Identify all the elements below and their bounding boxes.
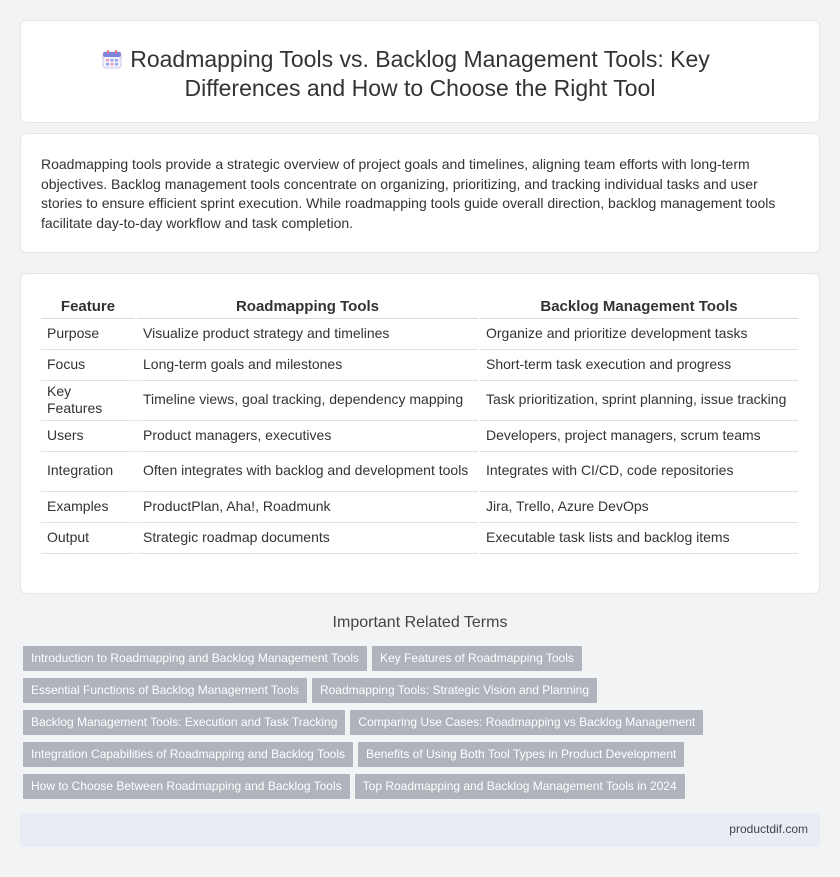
- footer-site-link[interactable]: productdif.com: [729, 822, 808, 836]
- table-header-row: [41, 296, 798, 318]
- related-term-link[interactable]: Key Features of Roadmapping Tools: [372, 646, 582, 671]
- table-cell: Output: [41, 522, 136, 553]
- table-cell: Focus: [41, 349, 136, 380]
- table-cell: Organize and prioritize development tasks: [479, 318, 798, 349]
- table-cell: Timeline views, goal tracking, dependency mapping: [136, 380, 479, 420]
- related-term-link[interactable]: Essential Functions of Backlog Management Tools: [23, 678, 307, 703]
- table-cell: Often integrates with backlog and development tools: [136, 451, 479, 491]
- table-row: [41, 318, 798, 349]
- table-cell: Executable task lists and backlog items: [479, 522, 798, 553]
- related-term-link[interactable]: Top Roadmapping and Backlog Management Tools in 2024: [355, 774, 685, 799]
- page-title: Roadmapping Tools vs. Backlog Management Tools: Key Differences and How to Choose the Right Tool: [130, 46, 710, 101]
- related-term-link[interactable]: Roadmapping Tools: Strategic Vision and Planning: [312, 678, 597, 703]
- table-cell: ProductPlan, Aha!, Roadmunk: [136, 491, 479, 522]
- related-term-link[interactable]: Introduction to Roadmapping and Backlog Management Tools: [23, 646, 367, 671]
- intro-card: [20, 133, 820, 253]
- comparison-table-card: [20, 273, 820, 594]
- related-terms-heading: Important Related Terms: [332, 614, 508, 631]
- related-term-link[interactable]: Integration Capabilities of Roadmapping and Backlog Tools: [23, 742, 353, 767]
- table-cell: Product managers, executives: [136, 420, 479, 451]
- table-cell: Integration: [41, 451, 136, 491]
- table-cell: Visualize product strategy and timelines: [136, 318, 479, 349]
- related-term-link[interactable]: Backlog Management Tools: Execution and Task Tracking: [23, 710, 345, 735]
- column-header-roadmapping: Roadmapping Tools: [136, 296, 479, 318]
- column-header-backlog: Backlog Management Tools: [479, 296, 798, 318]
- table-cell: Examples: [41, 491, 136, 522]
- table-cell: Purpose: [41, 318, 136, 349]
- table-cell: Short-term task execution and progress: [479, 349, 798, 380]
- table-cell: Key Features: [41, 380, 136, 420]
- table-row: [41, 349, 798, 380]
- table-row: [41, 522, 798, 553]
- comparison-table: [41, 296, 798, 554]
- related-term-link[interactable]: Comparing Use Cases: Roadmapping vs Backlog Management: [350, 710, 703, 735]
- related-term-link[interactable]: Benefits of Using Both Tool Types in Product Development: [358, 742, 684, 767]
- table-cell: Users: [41, 420, 136, 451]
- table-row: [41, 451, 798, 491]
- table-cell: Long-term goals and milestones: [136, 349, 479, 380]
- table-row: [41, 380, 798, 420]
- table-cell: Developers, project managers, scrum teams: [479, 420, 798, 451]
- related-terms-list: [23, 646, 813, 806]
- table-row: [41, 420, 798, 451]
- related-term-link[interactable]: How to Choose Between Roadmapping and Backlog Tools: [23, 774, 350, 799]
- footer: [20, 813, 820, 847]
- table-cell: Strategic roadmap documents: [136, 522, 479, 553]
- column-header-feature: Feature: [41, 296, 136, 318]
- table-cell: Task prioritization, sprint planning, issue tracking: [479, 380, 798, 420]
- title-card: [20, 20, 820, 123]
- intro-paragraph: Roadmapping tools provide a strategic overview of project goals and timelines, aligning team efforts with long-term objectives. Backlog management tools concentrate on organizing, prioritizing, and tracking individual tasks and user stories to ensure efficient sprint execution. While roadmapping tools guide overall direction, backlog management tools facilitate day-to-day workflow and task completion.: [41, 156, 776, 231]
- table-row: [41, 491, 798, 522]
- table-cell: Jira, Trello, Azure DevOps: [479, 491, 798, 522]
- table-cell: Integrates with CI/CD, code repositories: [479, 451, 798, 491]
